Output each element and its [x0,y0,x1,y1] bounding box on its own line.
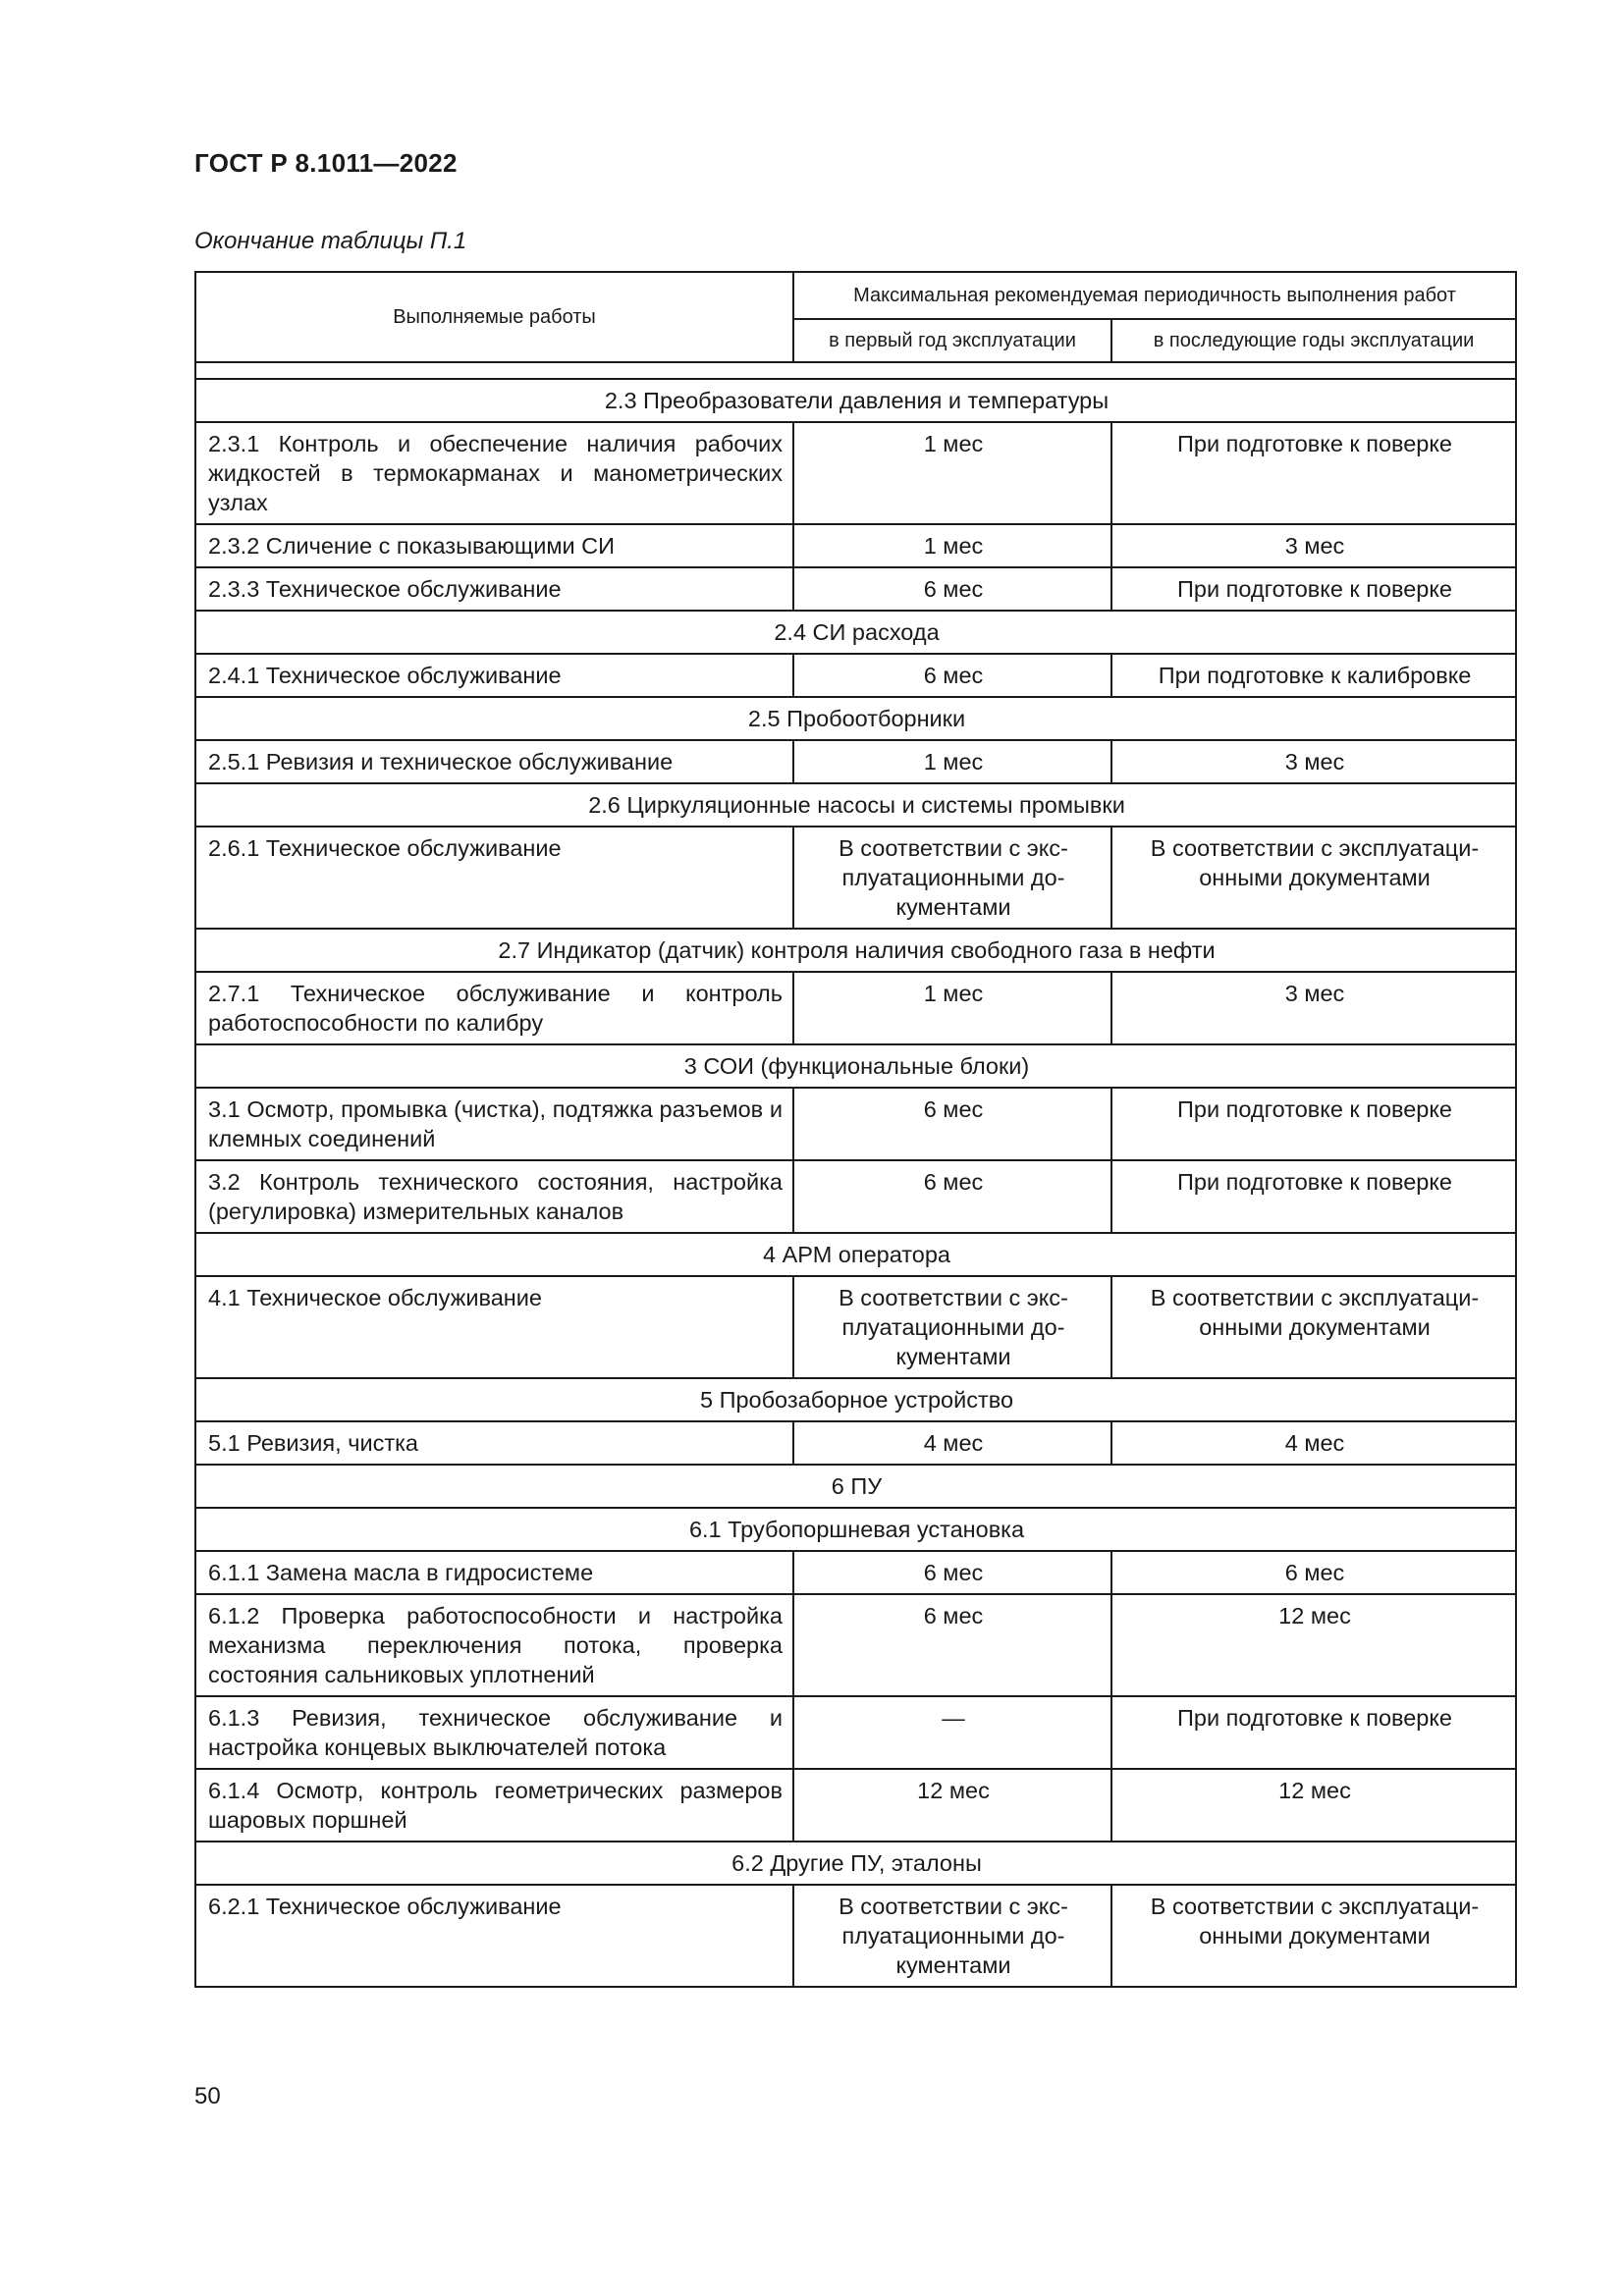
section-row [195,611,1516,654]
table-caption: Окончание таблицы П.1 [194,228,467,254]
section-title: 2.4 СИ расхода [195,611,1516,654]
next-years-cell: При подготовке к поверке [1111,1696,1516,1769]
header-period: Максимальная рекомендуемая периодичность выполнения работ [793,272,1516,319]
table-row [195,1551,1516,1594]
table-row [195,1160,1516,1233]
table-row [195,567,1516,611]
table-row [195,827,1516,929]
work-cell: 3.1 Осмотр, промывка (чистка), подтяжка разъемов и клемных соединений [195,1088,793,1160]
work-cell: 2.3.2 Сличение с показывающими СИ [195,524,793,567]
next-years-cell: При подготовке к поверке [1111,1160,1516,1233]
first-year-cell: В соответствии с экс- плуатационными до- кументами [793,1885,1111,1987]
table-body [195,379,1516,1987]
first-year-cell: 1 мес [793,972,1111,1044]
next-years-cell: 3 мес [1111,524,1516,567]
first-year-cell: 6 мес [793,1088,1111,1160]
first-year-cell: 1 мес [793,524,1111,567]
section-title: 2.6 Циркуляционные насосы и системы промывки [195,783,1516,827]
table-row [195,422,1516,524]
first-year-cell: 1 мес [793,740,1111,783]
next-years-cell: В соответствии с эксплуатаци- онными документами [1111,1276,1516,1378]
section-row [195,1508,1516,1551]
table-row [195,1885,1516,1987]
first-year-cell: 6 мес [793,1594,1111,1696]
document-code: ГОСТ Р 8.1011—2022 [194,148,458,178]
section-title: 2.5 Пробоотборники [195,697,1516,740]
work-cell: 2.3.3 Техническое обслуживание [195,567,793,611]
work-cell: 2.7.1 Техническое обслуживание и контроль работоспособности по калибру [195,972,793,1044]
first-year-cell: 6 мес [793,567,1111,611]
section-row [195,929,1516,972]
section-row [195,1044,1516,1088]
first-year-cell: — [793,1696,1111,1769]
work-cell: 2.4.1 Техническое обслуживание [195,654,793,697]
header-next-years: в последующие годы эксплуатации [1111,319,1516,362]
table-row [195,1769,1516,1842]
next-years-cell: 4 мес [1111,1421,1516,1465]
next-years-cell: При подготовке к поверке [1111,1088,1516,1160]
section-title: 2.7 Индикатор (датчик) контроля наличия свободного газа в нефти [195,929,1516,972]
section-title: 4 АРМ оператора [195,1233,1516,1276]
section-row [195,697,1516,740]
table-row [195,654,1516,697]
section-title: 6 ПУ [195,1465,1516,1508]
section-title: 5 Пробозаборное устройство [195,1378,1516,1421]
next-years-cell: 3 мес [1111,972,1516,1044]
first-year-cell: 12 мес [793,1769,1111,1842]
section-title: 2.3 Преобразователи давления и температуры [195,379,1516,422]
first-year-cell: 6 мес [793,1160,1111,1233]
next-years-cell: При подготовке к калибровке [1111,654,1516,697]
first-year-cell: 4 мес [793,1421,1111,1465]
work-cell: 3.2 Контроль технического состояния, настройка (регулировка) измерительных каналов [195,1160,793,1233]
table-row [195,972,1516,1044]
work-cell: 6.1.4 Осмотр, контроль геометрических размеров шаровых поршней [195,1769,793,1842]
table-row [195,1421,1516,1465]
header-separator [195,362,1516,379]
work-cell: 4.1 Техническое обслуживание [195,1276,793,1378]
work-cell: 2.3.1 Контроль и обеспечение наличия рабочих жидкостей в термокарманах и манометрических узлах [195,422,793,524]
section-row [195,1233,1516,1276]
next-years-cell: При подготовке к поверке [1111,422,1516,524]
section-row [195,1842,1516,1885]
next-years-cell: В соответствии с эксплуатаци- онными документами [1111,827,1516,929]
section-title: 6.1 Трубопоршневая установка [195,1508,1516,1551]
work-cell: 2.5.1 Ревизия и техническое обслуживание [195,740,793,783]
first-year-cell: 6 мес [793,1551,1111,1594]
header-work: Выполняемые работы [195,272,793,362]
table-row [195,740,1516,783]
next-years-cell: 12 мес [1111,1769,1516,1842]
work-cell: 6.1.3 Ревизия, техническое обслуживание и настройка концевых выключателей потока [195,1696,793,1769]
work-cell: 6.1.1 Замена масла в гидросистеме [195,1551,793,1594]
next-years-cell: При подготовке к поверке [1111,567,1516,611]
work-cell: 2.6.1 Техническое обслуживание [195,827,793,929]
section-row [195,1378,1516,1421]
section-row [195,379,1516,422]
table-row [195,524,1516,567]
section-row [195,1465,1516,1508]
next-years-cell: В соответствии с эксплуатаци- онными документами [1111,1885,1516,1987]
table-row [195,1276,1516,1378]
table-row [195,1696,1516,1769]
next-years-cell: 3 мес [1111,740,1516,783]
first-year-cell: В соответствии с экс- плуатационными до- кументами [793,1276,1111,1378]
first-year-cell: В соответствии с экс- плуатационными до- кументами [793,827,1111,929]
first-year-cell: 6 мес [793,654,1111,697]
work-cell: 6.2.1 Техническое обслуживание [195,1885,793,1987]
first-year-cell: 1 мес [793,422,1111,524]
table-row [195,1088,1516,1160]
section-title: 6.2 Другие ПУ, эталоны [195,1842,1516,1885]
page-number: 50 [194,2083,221,2109]
section-row [195,783,1516,827]
work-cell: 6.1.2 Проверка работоспособности и настройка механизма переключения потока, проверка состояния сальниковых уплотнений [195,1594,793,1696]
next-years-cell: 12 мес [1111,1594,1516,1696]
table-row [195,1594,1516,1696]
work-cell: 5.1 Ревизия, чистка [195,1421,793,1465]
maintenance-table [194,271,1517,1988]
section-title: 3 СОИ (функциональные блоки) [195,1044,1516,1088]
header-first-year: в первый год эксплуатации [793,319,1111,362]
next-years-cell: 6 мес [1111,1551,1516,1594]
